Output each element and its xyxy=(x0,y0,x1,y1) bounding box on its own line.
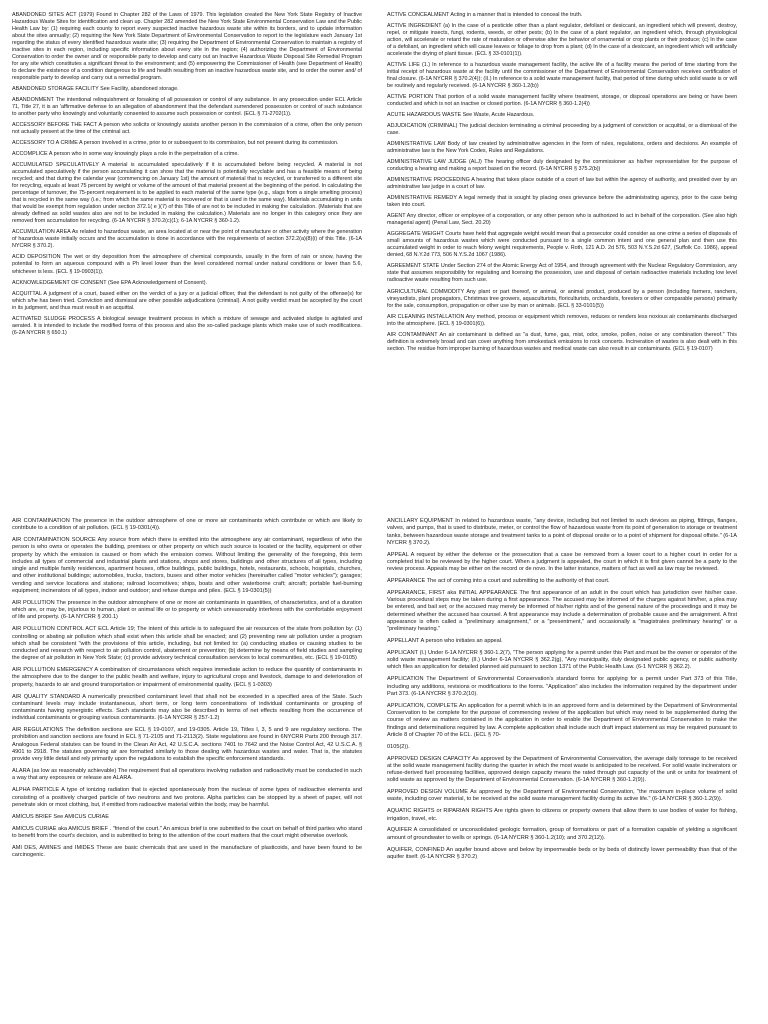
glossary-entry: AIR POLLUTION The presence in the outdoor atmosphere of one or more air contaminants in quantities, of characteristics, and of a duration which are, or may be, injurious to human, plant or animal life or to property or which unreasonably interferes with the comfortable enjoyment of life and property. (6-1A NYCRR § 200.1) xyxy=(12,599,362,621)
glossary-entry: ADJUDICATION (CRIMINAL) The judicial decision terminating a criminal proceeding by a judgment of conviction or acquittal, or a dismissal of the case. xyxy=(387,123,737,137)
glossary-entry: APPEAL A request by either the defense or the prosecution that a case be removed from a lower court to a higher court in order for a completed trial to be reviewed by the higher court. When a judgment is appealed, the court in which it is first given cannot be a party to the review process. Appeals may be either on the record or de novo. In the latter instance, matters of fact as well as law may be reviewed. xyxy=(387,551,737,573)
glossary-entry: ACID DEPOSITION The wet or dry deposition from the atmosphere of chemical compounds, usually in the form of rain or snow, having the potential to form an aqueous compound with a Ph level lower than the level considered normal under natural conditions or lower than 5.6, whichever is less. (ECL § 19-0903(1)). xyxy=(12,254,362,275)
glossary-entry: ANCILLARY EQUIPMENT In related to hazardous waste, "any device, including but not limited to such devices as piping, fittings, flanges, valves, and pumps, that is used to distribute, meter, or control the flow of hazardous waste from its point of generation to storage or treatment tanks, between hazardous waste storage and treatment tanks to a point of disposal onsite or to a point of shipment for disposal offsite." (6-1A NYCRR § 370.2). xyxy=(387,518,737,546)
glossary-entry: ADMINISTRATIVE LAW JUDGE (ALJ) The hearing officer duly designated by the commissioner as his/her representative for the purpose of conducting a hearing and making a report based on the record. (6-1A NYCRR § 375.2(b)) xyxy=(387,159,737,173)
glossary-entry: ABANDONED SITES ACT (1979) Found in Chapter 282 of the Laws of 1979. This legislation created the New York State Registry of Inactive Hazardous Waste Sites for identification and clean up. Chapter 282 amended the New York State Environmental Conservation Law and the Public Health Law by: (1) requiring each county to report every suspected inactive hazardous waste site within its borders, and to update information about the sites annually; (2) requiring the New York State Department of Environmental Conservation to report to the legislature each January 1st regarding the status of every identified hazardous waste site; (3) requiring the Department of Environmental Conservation to maintain a registry of inactive sites in each region, including specific information about every site in the region; (4) authorizing the Department of Environmental Conservation to order the owner and/ or responsible party to develop and carry out an Inactive Hazardous Waste Disposal Site Remedial Program for any site which constitutes a significant threat to the environment; and (5) empowering the Commissioner of Health (see Department of Health) to declare the existence of a condition dangerous to life and health resulting from an inactive hazardous waste site, and to order the owner and/ of responsible party to develop and carry out a remedial program. xyxy=(12,12,362,82)
glossary-entry: AIR CLEANING INSTALLATION Any method, process or equipment which removes, reduces or renders less noxious air contaminants discharged into the atmosphere. (ECL § 19-0301(6)). xyxy=(387,313,737,327)
bottom-half xyxy=(0,518,768,1018)
glossary-entry: AMI DES, AMINES and IMIDES These are basic chemicals that are used in the manufacture of plasticoids, and have been found to be carcinogenic. xyxy=(12,844,362,858)
glossary-entry: AMICUS BRIEF See AMICUS CURIAE xyxy=(12,813,109,820)
glossary-entry: ALPHA PARTICLE A type of ionizing radiation that is ejected spontaneously from the nucleus of some types of radioactive elements and consisting of a positively charged particle of two neutrons and two protons. Alpha particles can be stopped by a sheet of paper, will not penetrate skin or most clothing, but, if emitted from radioactive material within the body, may be harmful. xyxy=(12,787,362,808)
glossary-entry: ADMINISTRATIVE REMEDY A legal remedy that is sought by placing ones grievance before the administrating agency, prior to the case being taken into court. xyxy=(387,195,737,209)
top-left-column xyxy=(12,12,362,506)
glossary-entry: AIR QUALITY STANDARD A numerically prescribed contaminant level that shall not be exceeded in a specified area of the State. Such contaminant levels may include instantaneous, short term, or long term concentrations of individual contaminants or grouping of contaminants having synergistic effects. Such standards may also be described in terms of net effects resulting from the occurrence of individual contaminants or grouping various contaminants. (6-1A NYCRR § 257-1.2) xyxy=(12,693,362,722)
glossary-entry: AQUIFER A consolidated or unconsolidated geologic formation, group of formations or part of a formation capable of yielding a significant amount of groundwater to wells or springs. (6-1A NYCRR § 360-1.2(10); and 370.2(12)). xyxy=(387,827,737,841)
glossary-entry: 0105(2)). xyxy=(387,743,410,750)
glossary-entry: AGREEMENT STATE Under Section 274 of the Atomic Energy Act of 1954, and through agreement with the Nuclear Regulatory Commission, any state that assumes responsibility for regulating and licensing the possession, use and disposal of certain radioactive materials including low level radioactive waste resulting from such use. xyxy=(387,263,737,284)
bottom-left-column xyxy=(12,518,362,1018)
glossary-entry: APPLICATION The Department of Environmental Conservation's standard forms for applying for a permit under Part 373 of this Title, including any additions, revisions or modifications to the forms. "Application" also includes the information required by the department under Part 373. (6-1A NYCRR § 370.2(10). xyxy=(387,676,737,697)
glossary-entry: ACCESSORY TO A CRIME A person involved in a crime, prior to or subsequent to its commission, but not present during its commission. xyxy=(12,140,339,147)
top-half xyxy=(0,12,768,506)
glossary-entry: AGGREGATE WEIGHT Courts have held that aggregate weight would mean that a prosecutor could consider as one crime a series of disposals of small amounts of hazardous wastes which were conducted pursuant to a single common intent and one general plan and then use this accumulated weight in order to reach felony weight requirements, People v. Roth, 121 A.D. 2d 576, 503 N.Y.S.2d 627, (Suffolk Co. 1986), appeal denied, 68 N.Y.2d 773, 506 N.Y.S.2d 1067 (1986). xyxy=(387,231,737,259)
glossary-entry: AIR REGULATIONS The definition sections are ECL § 19-0107, and 19-0305. Article 19, Titles I, 3, 5 and 9 are regulatory sections. The prohibition and sanction sections are found in ECL § 71-2105 and 71-2113(2). State regulations are found in 6NYCRR Parts 200 through 317. Analogous Federal statutes can be found in the Clean Air Act, 42 U.S.C.A. sections 7401 to 7642 and the Noise Control Act, 42 U.S.C.A. § 4901 to 2918. The statutes governing air are formatted similarly to those dealing with hazardous wastes and water. That is, the statutes provide very little detail and rely primarily upon the regulations to establish the specific enforcement standards. xyxy=(12,727,362,763)
glossary-entry: APPLICANT (I.) Under 6-1A NYCRR § 360-1.2(7), "The person applying for a permit under this Part and must be the owner or operator of the solid waste management facility; (II.) Under 6-1A NYCRR § 362.2(g), "Any municipality, duly designated public agency, or public authority which files an application for detailed planned aid pursuant to section 1371 of the Public Health Law. (6-1 NYCRR § 362.2). xyxy=(387,649,737,671)
glossary-entry: AMICUS CURIAE aka AMICUS BRIEF . "friend of the court." An amicus brief is one submitted to the court on behalf of third parties who stand to benefit from the court's decision, and is submitted to bring to the attention of the court matters that the court might otherwise overlook. xyxy=(12,825,362,839)
glossary-entry: ACCOMPLICE A person who in some way knowingly plays a role in the perpetration of a crime. xyxy=(12,151,239,158)
glossary-entry: AIR CONTAMINANT An air contaminant is defined as "a dust, fume, gas, mist, odor, smoke, pollen, noise or any combination thereof." This definition is extremely broad and can cover anything from smokestack emissions to rock concerts. Incineration of wastes is also dealt with in this section. The residue from improper burning of hazardous wastes and medical waste can also result in air contaminants. (ECL § 19-0107) xyxy=(387,331,737,352)
glossary-entry: ACTIVE INGREDIENT (a) In the case of a pesticide other than a plant regulator, defoliant or desiccant, an ingredient which will prevent, destroy, repel, or mitigate insects, fungi, rodents, weeds, or other pests; (b) In the case of a plant regulator, an ingredient which, through physiological action, will accelerate or retard the rate of maturation or otherwise alter the behavior of ornamental or crop plants or their produce; (c) In the case of a defoliant, an ingredient which will cause leaves or foliage to drop from a plant; (d) In the case of a desiccant, an ingredient which will artificially accelerate the drying of plant tissue. (ECL § 33-0101(1)). xyxy=(387,23,737,58)
glossary-entry: APPLICATION, COMPLETE An application for a permit which is in an approved form and is determined by the Department of Environmental Conservation to be complete for the purpose of commencing review of the application but which may need to be supplemented during the course of review as matters contained in the application in order to enable the Department of Environmental Conservation to make the findings and determinations required by law. A complete application shall include such draft impact statement as may be required pursuant to Article 8 of Chapter 70 of the ECL. (ECL § 70- xyxy=(387,702,737,738)
glossary-entry: ABANDONED STORAGE FACILITY See Facility, abandoned storage. xyxy=(12,86,179,93)
glossary-entry: AGENT Any director, officer or employee of a corporation, or any other person who is authorized to act in behalf of the corporation. (See also high managerial agent) (Penal Law, Sect. 20.20) xyxy=(387,213,737,227)
glossary-entry: AQUATIC RIGHTS or RIPARIAN RIGHTS Are rights given to citizens or property owners that allow them to use bodies of water for fishing, irrigation, travel, etc. xyxy=(387,808,737,822)
glossary-entry: ACTIVE PORTION That portion of a solid waste management facility where treatment, storage, or disposal operations are being or have been conducted and which is not an inactive or closed portion. (6-1A NYCRR § 360-1.2(4)) xyxy=(387,94,737,108)
glossary-entry: ABANDONMENT The intentional relinquishment or forsaking of all possession or control of any substance. In any prosecution under ECL Article 71, Title 27, it is an 'affirmative defense to an allegation of abandonment that the defendant surrendered possession or control of such substance to another party who knowingly and voluntarily consented to assume such possession or control. (ECL § 71-2702(1)). xyxy=(12,97,362,118)
glossary-entry: APPROVED DESIGN CAPACITY As approved by the Department of Environmental Conservation, the average daily tonnage to be received at the solid waste management facility during the quarter in which the most waste is anticipated to be received. For solid waste incinerators or refuse-derived fuel processing facilities, approved design capacity means the rated through put capacity of the unit or units for treatment of solid waste as approved by the Department of Environmental Conservation. (6-1A NYCRR § 360-1.2(9)). xyxy=(387,755,737,784)
glossary-entry: ACTIVE LIFE (1.) In reference to a hazardous waste management facility, the active life of a facility means the period of time starting from the initial receipt of hazardous waste at the facility until the commissioner of the Department of Environmental Conservation receives certification of final closure. (6-1A NYCRR § 370.2(4)); (II.) In reference to a solid waste management facility, that period of time during which solid waste is or will be routinely and regularly received. (6-1A NYCRR § 360-1.2(b)) xyxy=(387,62,737,90)
glossary-entry: ADMINISTRATIVE LAW Body of law created by administrative agencies in the form of rules, regulations, orders and decisions. An example of administrative law is the New York Codes, Rules and Regulations. xyxy=(387,141,737,155)
glossary-entry: ACCUMULATED SPECULATIVELY A material is accumulated speculatively if it is accumulated before being recycled. A material is not accumulated speculatively if the person accumulating it can show that the material is potentially recyclable and has a feasible means of being recycled; and that during the calendar year (commencing on January 1st) the amount of material that is recycled, or transferred to a different site for recycling, equals at least 75 percent by weight or volume of the amount of that material present at the beginning of the period. In calculating the percentage of turnover, the 75-percent requirement is to be applied to each material of the same type (e.g., slags from a single smelting process) that is recycled in the same way (i.e.; from which the same material is recovered or that is used in the same way). Materials accumulating in units that would be exempt from regulation under section 372.1( e )(7) of this Title of are not to be included in making the calculation. (Materials that are already defined as solid wastes also are not to be included in making the calculation.) Materials are no longer in this category once they are removed from accumulation for recycling. (6-1A NYCRR § 370.2(c)(1); 6-1A NYCRR § 360-1.2). xyxy=(12,162,362,225)
bottom-right-column xyxy=(387,518,737,1018)
glossary-entry: ACQUITTAL A judgment of a court, based either on the verdict of a jury or a judicial officer, that the defendant is not guilty of the offense(s) for which s/he has been tried. Conviction and dismissal are other possible adjudications (criminal). A not guilty verdict must be accepted by the court in its judgment, and thus must result in an acquittal. xyxy=(12,290,362,311)
glossary-entry: ACTIVATED SLUDGE PROCESS A biological sewage treatment process in which a mixture of sewage and activated sludge is agitated and aerated. It is intended to include the modified forms of this process and also the so-called package plants which make use of such modifications. (6-2A NYCRR § 650.1) xyxy=(12,315,362,336)
glossary-entry: AIR CONTAMINATION SOURCE Any source from which there is emitted into the atmosphere any air contaminant, regardless of who the person is who owns or operates the building, premises or other property on which such source is located or the facility, equipment or other property by which the emission is caused or from which the emission comes. Without limiting the generality of the foregoing, this term includes all types of commercial and industrial plants and stations, shops and stores, buildings and other structures of all types, including single and multiple family residences, apartment houses, office buildings, public buildings, hotels, restaurants, schools, hospitals, churches, and other institutional buildings; automobiles, trucks, tractors, buses and other motor vehicles (hereinafter called "motor vehicles"); garages; vending and service locations and stations; railroad locomotives; ships, boats and other waterborne craft; aircraft; portable fuel-burning equipment; incinerators of all types, indoor and outdoor; and refuse dumps and piles. (ECL § 19-0301(5)) xyxy=(12,537,362,594)
glossary-entry: ALARA (as low as reasonably achievable) The requirement that all operations involving radiation and radioactivity must be conducted in such a way that any exposures or release are ALARA. xyxy=(12,768,362,782)
glossary-entry: ADMINISTRATIVE PROCEEDING A hearing that takes place outside of a court of law but within the agency of authority, and presided over by an administrative law judge in a court of law. xyxy=(387,177,737,191)
glossary-entry: AGRICULTURAL COMMODITY Any plant or part thereof, or animal, or animal product, produced by a person (including farmers, ranchers, vineyardists, plant propagators, Christmas tree growers, aquaculturists, floriculturists, orchardists, foresters or other comparable persons) primarily for the sale, consumption, propagation or other use by man or animals. (ECL § 33-0101(5)) xyxy=(387,288,737,309)
glossary-entry: APPELLANT A person who initiates an appeal. xyxy=(387,638,503,645)
glossary-entry: ACTIVE CONCEALMENT Acting in a manner that is intended to conceal the truth. xyxy=(387,12,583,18)
glossary-entry: APPEARANCE, FIRST aka INITIAL APPEARANCE The first appearance of an adult in the court which has jurisdiction over his/her case. Various procedural steps may be taken during a first appearance. The accused may be informed of the charges against him/her, a plea may be entered, and bail set; or the accused may merely be informed of his/her rights and of the general nature of the proceedings and it may be determined whether the accused has counsel. A first appearance may include a determination of probable cause and the arraignment. A first appearance is often called a "preliminary arraignment," or a "presentment," and occasionally a "magistrates preliminary hearing" or a "preliminary hearing." xyxy=(387,589,737,633)
glossary-entry: AIR CONTAMINATION The presence in the outdoor atmosphere of one or more air contaminants which contribute or which are likely to contribute to a condition of air pollution. (ECL § 19-0301(4)). xyxy=(12,518,362,532)
glossary-entry: ACCESSORY BEFORE THE FACT A person who solicits or knowingly assists another person in the commission of a crime, often the only person not actually present at the time of the criminal act. xyxy=(12,122,362,136)
glossary-entry: APPEARANCE The act of coming into a court and submitting to the authority of that court. xyxy=(387,578,610,585)
glossary-entry: AIR POLLUTION CONTROL ACT ECL Article 19; The intent of this article is to safeguard the air resources of the state from pollution by: (1) controlling or abating air pollution which shall exist when this article shall be enacted; and (2) preventing new air pollution under a program which shall be consistent "with the provisions of this article, including, but not limited to: (a) conducting studies or causing studies to be conducted and research with respect to air pollution control, abatement or prevention; (b) determine by means of field studies and sampling the degree of air pollution in New York State; (c) provide advisory technical consultation services to local communities, etc. (ECL § 19-0105) xyxy=(12,626,362,662)
glossary-entry: ACUTE HAZARDOUS WASTE See Waste, Acute Hazardous. xyxy=(387,112,535,119)
glossary-entry: ACCUMULATION AREA As related to hazardous waste, an area located at or near the point of manufacture or other activity where the generation of hazardous waste initially occurs and the accumulation is done in accordance with the requirements of section 372.2(a)(8)(i) of this Title. (6-1A NYCRR § 370.2). xyxy=(12,229,362,250)
glossary-entry: AQUIFER, CONFINED An aquifer bound above and below by impermeable beds or by beds of distinctly lower permeability than that of the aquifer itself. (6-1A NYCRR § 370.2) xyxy=(387,846,737,860)
glossary-entry: ACKNOWLEDGEMENT OF CONSENT (See EPA Acknowledgement of Consent). xyxy=(12,279,208,286)
glossary-entry: AIR POLLUTION EMERGENCY A combination of circumstances which requires immediate action to reduce the quantity of contaminants in the atmosphere due to the danger to the public health and welfare, injury to agricultural crops and livestock, damage to and deterioration of property, hazards to air and ground transportation or impairment of environmental quality. (ECL § 1-0303) xyxy=(12,667,362,688)
glossary-entry: APPROVED DESIGN VOLUME As approved by the Department of Environmental Conservation, "the maximum in-place volume of solid waste, including cover material, to be received at the solid waste management facility during its active life." (6-1A NYCRR § 360-1.2(9)). xyxy=(387,789,737,803)
top-right-column xyxy=(387,12,737,506)
